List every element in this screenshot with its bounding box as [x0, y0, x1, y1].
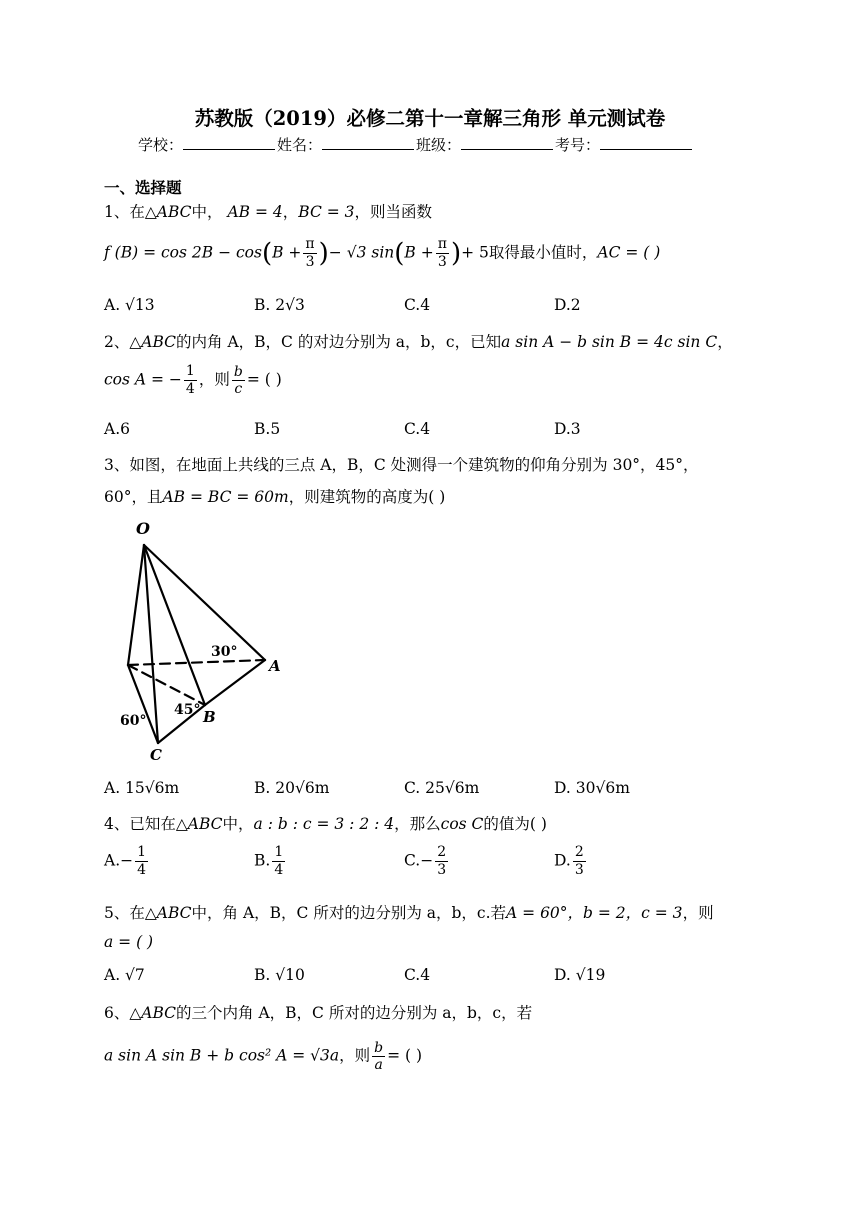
edge-b-a: [205, 660, 265, 705]
q3-option-c: C. 25√6m: [404, 779, 480, 797]
angle-30: 30°: [211, 644, 238, 660]
question-1-line-1: 1、在△ABC中， AB = 4，BC = 3，则当函数: [104, 203, 433, 221]
number-label: 考号：: [555, 136, 601, 154]
question-1-formula: f (B) = cos 2B − cos(B + $\frac{\pi}{3}$ )− √3 sin(B + $\frac{\pi}{3}$ )+ 5取得最小值时，AC = ( ): [104, 236, 661, 270]
label-o: O: [136, 519, 150, 538]
q4-option-a: A.− $\frac{1}{4}$: [104, 844, 147, 878]
question-2-line-2: cos A = − $\frac{1}{4}$ ，则 $\frac{b}{c}$ = ( ): [104, 363, 282, 397]
q1-option-a: A. √13: [104, 296, 155, 314]
question-5-line-2: a = ( ): [104, 933, 154, 951]
q1-option-d: D.2: [554, 296, 581, 314]
q5-option-c: C.4: [404, 966, 431, 984]
label-b: B: [203, 708, 216, 726]
q3-option-a: A. 15√6m: [104, 779, 180, 797]
name-blank: [322, 135, 414, 150]
q3-option-b: B. 20√6m: [254, 779, 330, 797]
q2-option-b: B.5: [254, 420, 281, 438]
q2-option-a: A.6: [104, 420, 130, 438]
q1-option-b: B. 2√3: [254, 296, 305, 314]
student-info-line: [138, 134, 694, 155]
school-blank: [183, 135, 275, 150]
number-blank: [600, 135, 692, 150]
question-4-line-1: 4、已知在△ABC中，a : b : c = 3 : 2 : 4，那么cos C的值为( ): [104, 815, 547, 833]
question-5-line-1: 5、在△ABC中，角 A，B，C 所对的边分别为 a，b，c.若A = 60°，b = 2，c = 3，则: [104, 904, 714, 922]
question-3-line-2: 60°，且AB = BC = 60m，则建筑物的高度为( ): [104, 488, 446, 506]
edge-o-a: [144, 545, 265, 660]
q5-option-b: B. √10: [254, 966, 305, 984]
question-6-line-1: 6、△ABC的三个内角 A，B，C 所对的边分别为 a，b，c，若: [104, 1004, 533, 1022]
q4-option-b: B. $\frac{1}{4}$: [254, 844, 284, 878]
angle-45: 45°: [174, 702, 201, 718]
angle-60: 60°: [120, 713, 147, 729]
question-3-line-1: 3、如图，在地面上共线的三点 A，B，C 处测得一个建筑物的仰角分别为 30°，45°，: [104, 456, 699, 474]
label-a: A: [269, 657, 281, 675]
q4-option-d: D. $\frac{2}{3}$: [554, 844, 584, 878]
question-2-line-1: 2、△ABC的内角 A，B，C 的对边分别为 a，b，c，已知a sin A − b sin B = 4c sin C，: [104, 333, 733, 351]
q2-option-d: D.3: [554, 420, 581, 438]
q5-option-d: D. √19: [554, 966, 606, 984]
label-c: C: [150, 746, 162, 764]
edge-o-d: [128, 545, 144, 665]
page-title: 苏教版（2019）必修二第十一章解三角形 单元测试卷: [194, 107, 666, 130]
q2-option-c: C.4: [404, 420, 431, 438]
name-label: 姓名：: [277, 136, 323, 154]
q3-option-d: D. 30√6m: [554, 779, 630, 797]
q4-option-c: C.− $\frac{2}{3}$: [404, 844, 447, 878]
edge-d-a-dashed: [128, 660, 265, 665]
section-heading: 一、选择题: [104, 178, 182, 197]
class-label: 班级：: [416, 136, 462, 154]
edge-d-b-dashed: [128, 665, 205, 705]
school-label: 学校：: [138, 136, 184, 154]
q5-option-a: A. √7: [104, 966, 145, 984]
q1-option-c: C.4: [404, 296, 431, 314]
class-blank: [461, 135, 553, 150]
building-figure: [110, 515, 300, 765]
question-6-line-2: a sin A sin B + b cos² A = √3a，则 $\frac{b}{a}$ = ( ): [104, 1040, 423, 1073]
